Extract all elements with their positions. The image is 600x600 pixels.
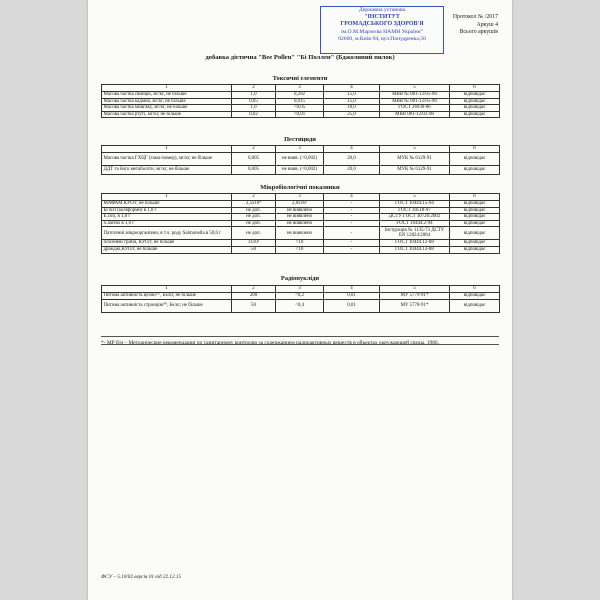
error-cell: -	[324, 214, 380, 221]
method-cell: МУ 5779-91*	[380, 293, 450, 300]
section-title-radionuclides: Радіонукліди	[280, 275, 320, 282]
method-cell: ДСТУ ГОСТ 30726:2002	[380, 214, 450, 221]
header-cell: 1	[102, 85, 232, 92]
method-cell: МУК № 6129-91	[380, 153, 450, 166]
header-cell: 6	[450, 194, 500, 201]
error-cell: -	[324, 201, 380, 208]
header-cell: 2	[232, 146, 276, 153]
table-row	[102, 246, 500, 253]
indicator-cell: Масова частка кадмію, мг/кг, не більше	[102, 98, 232, 105]
table-microbiological	[101, 193, 500, 254]
error-cell: 20,0	[324, 153, 380, 166]
indicator-cell: Патогенні мікроорганізми, в т.ч. роду Salmonella в 50,0 г	[102, 227, 232, 240]
method-cell: ГОСТ 26930-86	[380, 105, 450, 112]
table-row	[102, 240, 500, 247]
header-cell: 3	[276, 146, 324, 153]
table-row	[102, 293, 500, 300]
footnote: *- МР б/н – Методические рекомендации по санитарному контролю за содержанием радиоактивных веществ в объектах окружающей среды, 1986.	[101, 340, 439, 346]
header-cell: 2	[232, 85, 276, 92]
method-cell: МУК № 6129-91	[380, 166, 450, 175]
header-cell: 4	[324, 146, 380, 153]
method-cell: Інструкція № 1135-73 ДСТУ EN 12824:2004	[380, 227, 450, 240]
method-cell: ГОСТ 30518-97	[380, 207, 450, 214]
norm-cell: не доп.	[232, 207, 276, 214]
header-cell: 2	[232, 286, 276, 293]
result-cell: <10	[276, 246, 324, 253]
result-cell: 0,015	[276, 98, 324, 105]
conformity-cell: відповідає	[450, 227, 500, 240]
indicator-cell: МАФАМ КУО/г, не більше	[102, 201, 232, 208]
table-header-row	[102, 85, 500, 92]
conformity-cell: відповідає	[450, 240, 500, 247]
norm-cell: 2,5х10⁴	[232, 201, 276, 208]
table-row	[102, 92, 500, 99]
result-cell: не вияв. (<0,002)	[276, 166, 324, 175]
result-cell: 0,292	[276, 92, 324, 99]
document-title: добавка дієтична "Bee Pollen" "Бі Поллен" (Бджолиний пилок)	[205, 54, 395, 61]
result-cell: <0,05	[276, 105, 324, 112]
table-row	[102, 220, 500, 227]
table-toxic-elements	[101, 84, 500, 118]
error-cell: 15,0	[324, 92, 380, 99]
indicator-cell: ДДТ та його метаболіти, мг/кг, не більше	[102, 166, 232, 175]
method-cell: МВВ 081-12/03-98	[380, 111, 450, 118]
result-cell: 2,0х10²	[276, 201, 324, 208]
norm-cell: 1,0	[232, 105, 276, 112]
method-cell: ГОСТ 10444.15-94	[380, 201, 450, 208]
result-cell: не виявлено	[276, 220, 324, 227]
table-row	[102, 201, 500, 208]
indicator-cell: Масова частка свинцю, мг/кг, не більше	[102, 92, 232, 99]
header-cell: 2	[232, 194, 276, 201]
protocol-number: Протокол № /2017	[452, 14, 498, 20]
method-cell: МВВ № 081-12/05-98	[380, 98, 450, 105]
norm-cell: 0,05	[232, 98, 276, 105]
indicator-cell: Питома активність цезію¹³⁷, Бк/кг, не більше	[102, 293, 232, 300]
header-cell: 1	[102, 286, 232, 293]
error-cell: 25,0	[324, 111, 380, 118]
conformity-cell: відповідає	[450, 214, 500, 221]
table-radionuclides	[101, 285, 500, 313]
result-cell: не виявлено	[276, 207, 324, 214]
result-cell: не виявлено	[276, 214, 324, 221]
conformity-cell: відповідає	[450, 153, 500, 166]
indicator-cell: Питома активність стронцію⁹⁰, Бк/кг, не більше	[102, 299, 232, 312]
indicator-cell: БГКП (коліформи) в 1,0 г	[102, 207, 232, 214]
method-cell: ГОСТ 10444.2-94	[380, 220, 450, 227]
method-cell: МВВ № 081-12/05-98	[380, 92, 450, 99]
error-cell: -	[324, 240, 380, 247]
method-cell: ГОСТ 10444.12-88	[380, 246, 450, 253]
norm-cell: 0,005	[232, 166, 276, 175]
conformity-cell: відповідає	[450, 111, 500, 118]
conformity-cell: відповідає	[450, 166, 500, 175]
divider	[101, 344, 499, 345]
total-sheets: Всього аркушів	[459, 29, 498, 36]
header-cell: 5	[380, 85, 450, 92]
institution-stamp	[320, 6, 444, 54]
result-cell: не виявлено	[276, 227, 324, 240]
section-title-toxic: Токсичні елементи	[272, 75, 328, 82]
result-cell: <10	[276, 240, 324, 247]
header-cell: 3	[276, 194, 324, 201]
indicator-cell: плісеневі гриби, КУО/г, не більше	[102, 240, 232, 247]
table-header-row	[102, 146, 500, 153]
error-cell: -	[324, 246, 380, 253]
indicator-cell: Масова частка ртуті, мг/кг, не більше	[102, 111, 232, 118]
conformity-cell: відповідає	[450, 201, 500, 208]
table-row	[102, 214, 500, 221]
header-cell: 5	[380, 286, 450, 293]
error-cell: -	[324, 207, 380, 214]
error-cell: -	[324, 227, 380, 240]
protocol-info	[453, 14, 498, 37]
error-cell: 0,01	[324, 299, 380, 312]
indicator-cell: E.coli, в 1,0 г	[102, 214, 232, 221]
header-cell: 3	[276, 286, 324, 293]
header-cell: 1	[102, 194, 232, 201]
stamp-line-2: "ІНСТИТУТ	[364, 14, 400, 21]
error-cell: 15,0	[324, 98, 380, 105]
norm-cell: 50	[232, 246, 276, 253]
table-row	[102, 299, 500, 312]
table-header-row	[102, 194, 500, 201]
method-cell: ГОСТ 10444.12-88	[380, 240, 450, 247]
header-cell: 4	[324, 286, 380, 293]
result-cell: <0,4	[276, 299, 324, 312]
indicator-cell: Масова частка миш'яку, мг/кг, не більше	[102, 105, 232, 112]
stamp-line-1: Державна установа	[358, 7, 406, 13]
conformity-cell: відповідає	[450, 246, 500, 253]
indicator-cell: S.aureus в 1,0 г	[102, 220, 232, 227]
table-row	[102, 207, 500, 214]
header-cell: 6	[450, 286, 500, 293]
norm-cell: 200	[232, 293, 276, 300]
table-row	[102, 153, 500, 166]
result-cell: <0,01	[276, 111, 324, 118]
conformity-cell: відповідає	[450, 293, 500, 300]
header-cell: 6	[450, 85, 500, 92]
table-row	[102, 111, 500, 118]
table-row	[102, 166, 500, 175]
error-cell: 20,0	[324, 166, 380, 175]
conformity-cell: відповідає	[450, 220, 500, 227]
error-cell: 0,01	[324, 293, 380, 300]
method-cell: МУ 5778-91*	[380, 299, 450, 312]
norm-cell: 0,02	[232, 111, 276, 118]
error-cell: -	[324, 220, 380, 227]
section-title-microbiological: Мікробіологічні показники	[260, 184, 340, 191]
norm-cell: 50	[232, 299, 276, 312]
table-row	[102, 98, 500, 105]
indicator-cell: дріжджі,КУО/г, не більше	[102, 246, 232, 253]
conformity-cell: відповідає	[450, 105, 500, 112]
conformity-cell: відповідає	[450, 207, 500, 214]
norm-cell: не доп.	[232, 220, 276, 227]
conformity-cell: відповідає	[450, 92, 500, 99]
table-row	[102, 105, 500, 112]
indicator-cell: Масова частка ГХЦГ (гама-ізомер), мг/кг, не більше	[102, 153, 232, 166]
norm-cell: 1,0	[232, 92, 276, 99]
norm-cell: 1х10²	[232, 240, 276, 247]
norm-cell: не доп.	[232, 214, 276, 221]
header-cell: 4	[324, 194, 380, 201]
sheet-number: Аркуш 4	[476, 21, 498, 28]
conformity-cell: відповідає	[450, 299, 500, 312]
divider	[101, 336, 499, 337]
table-pesticides	[101, 145, 500, 175]
norm-cell: не доп.	[232, 227, 276, 240]
stamp-line-4: ім.О.М.Марзєєва НАМН України"	[341, 28, 423, 35]
error-cell: 18,0	[324, 105, 380, 112]
table-header-row	[102, 286, 500, 293]
header-cell: 1	[102, 146, 232, 153]
document-page	[88, 0, 512, 600]
header-cell: 6	[450, 146, 500, 153]
table-row	[102, 227, 500, 240]
stamp-line-5: 02660, м.Київ-94, вул.Попудренка,50	[338, 35, 426, 42]
norm-cell: 0,005	[232, 153, 276, 166]
section-title-pesticides: Пестициди	[284, 136, 316, 143]
result-cell: <0,2	[276, 293, 324, 300]
header-cell: 5	[380, 146, 450, 153]
header-cell: 3	[276, 85, 324, 92]
header-cell: 5	[380, 194, 450, 201]
conformity-cell: відповідає	[450, 98, 500, 105]
result-cell: не вияв. (<0,002)	[276, 153, 324, 166]
stamp-line-3: ГРОМАДСЬКОГО ЗДОРОВ'Я	[340, 21, 424, 28]
form-footer: ФСУ – 5.10/02 версія 01 від 22.12.15	[101, 574, 182, 580]
header-cell: 4	[324, 85, 380, 92]
